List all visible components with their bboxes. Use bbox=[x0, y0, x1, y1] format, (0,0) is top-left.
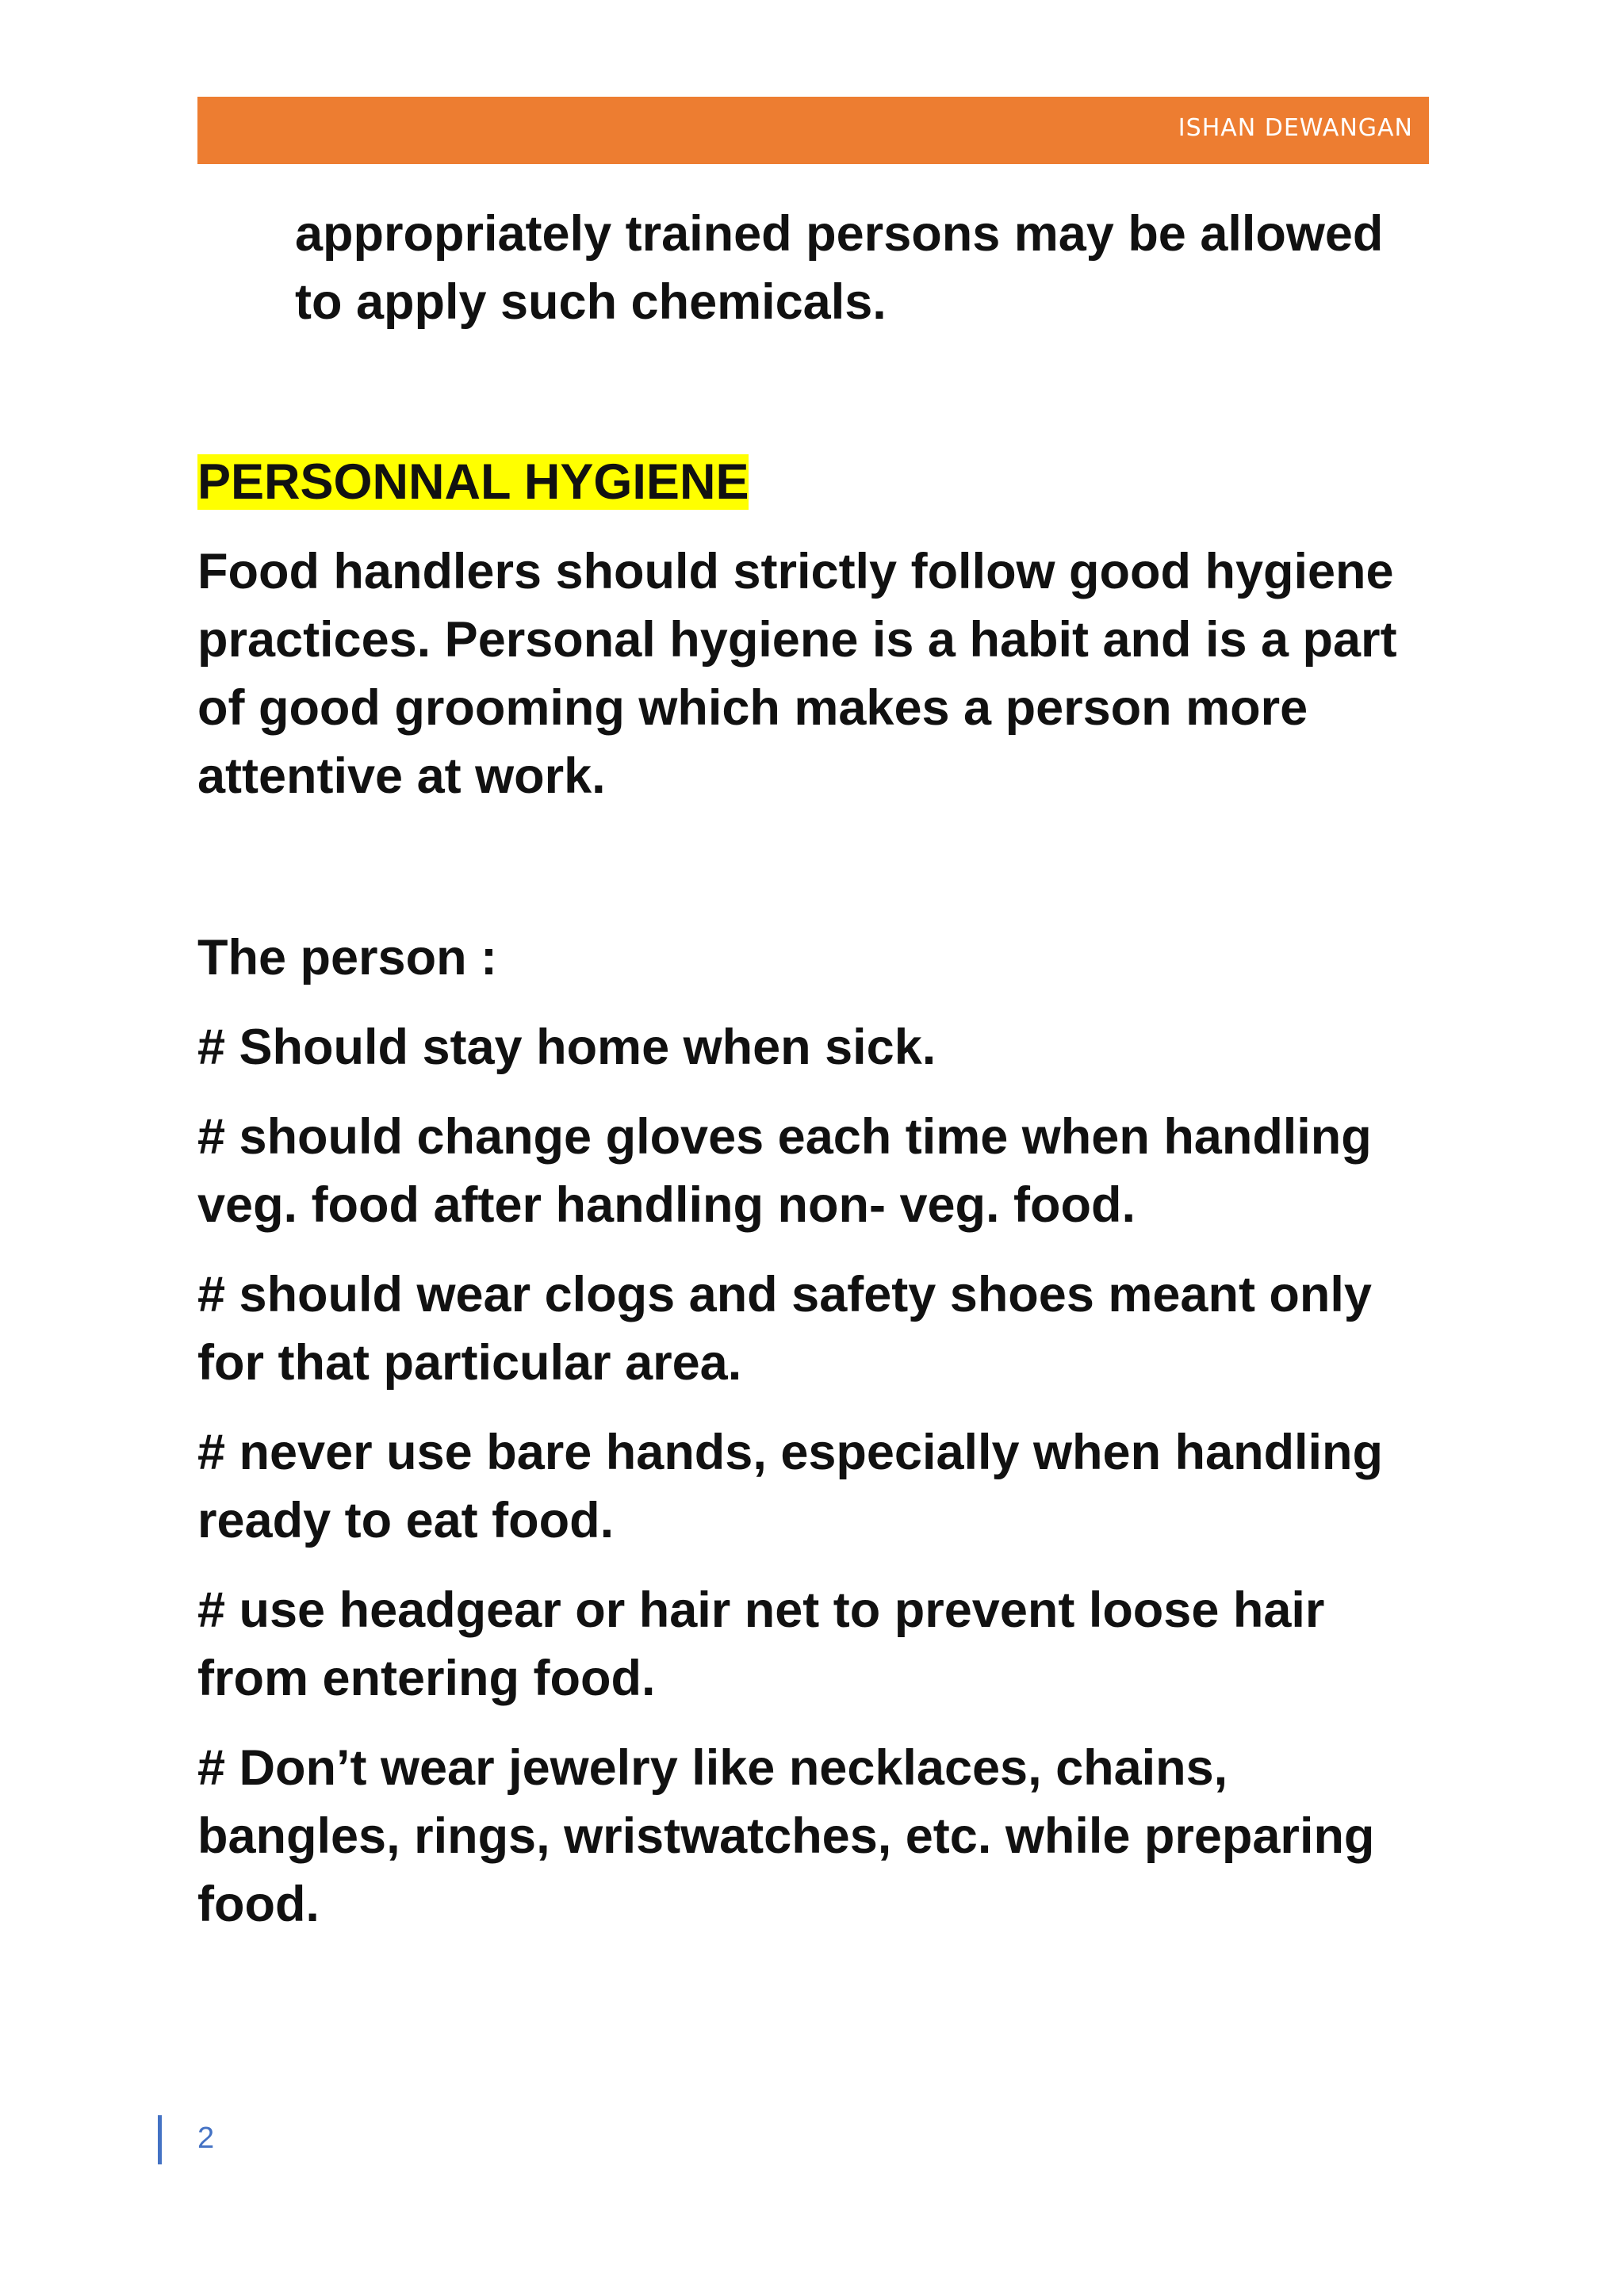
list-item: # Don’t wear jewelry like necklaces, chains, bangles, rings, wristwatches, etc. while preparing food. bbox=[197, 1740, 1375, 1932]
list-item: # never use bare hands, especially when handling ready to eat food. bbox=[197, 1425, 1384, 1548]
footer-rule bbox=[158, 2115, 162, 2164]
list-item: # Should stay home when sick. bbox=[197, 1020, 936, 1075]
list-item: # use headgear or hair net to prevent loose hair from entering food. bbox=[197, 1582, 1325, 1706]
section-heading bbox=[197, 452, 749, 512]
list-item: # should wear clogs and safety shoes meant only for that particular area. bbox=[197, 1267, 1372, 1391]
header-bar bbox=[197, 97, 1429, 164]
header-author: ISHAN DEWANGAN bbox=[1178, 114, 1413, 142]
list-item: # should change gloves each time when handling veg. food after handling non- veg. food. bbox=[197, 1109, 1372, 1233]
hygiene-list bbox=[197, 1013, 1434, 1960]
continued-paragraph: appropriately trained persons may be allowed to apply such chemicals. bbox=[295, 206, 1384, 330]
section-heading-text: PERSONNAL HYGIENE bbox=[197, 454, 749, 510]
intro-paragraph: Food handlers should strictly follow good hygiene practices. Personal hygiene is a habit and is a part of good grooming which makes a person more attentive at work. bbox=[197, 544, 1397, 804]
page-number: 2 bbox=[197, 2122, 215, 2155]
lead-text: The person : bbox=[197, 930, 498, 985]
